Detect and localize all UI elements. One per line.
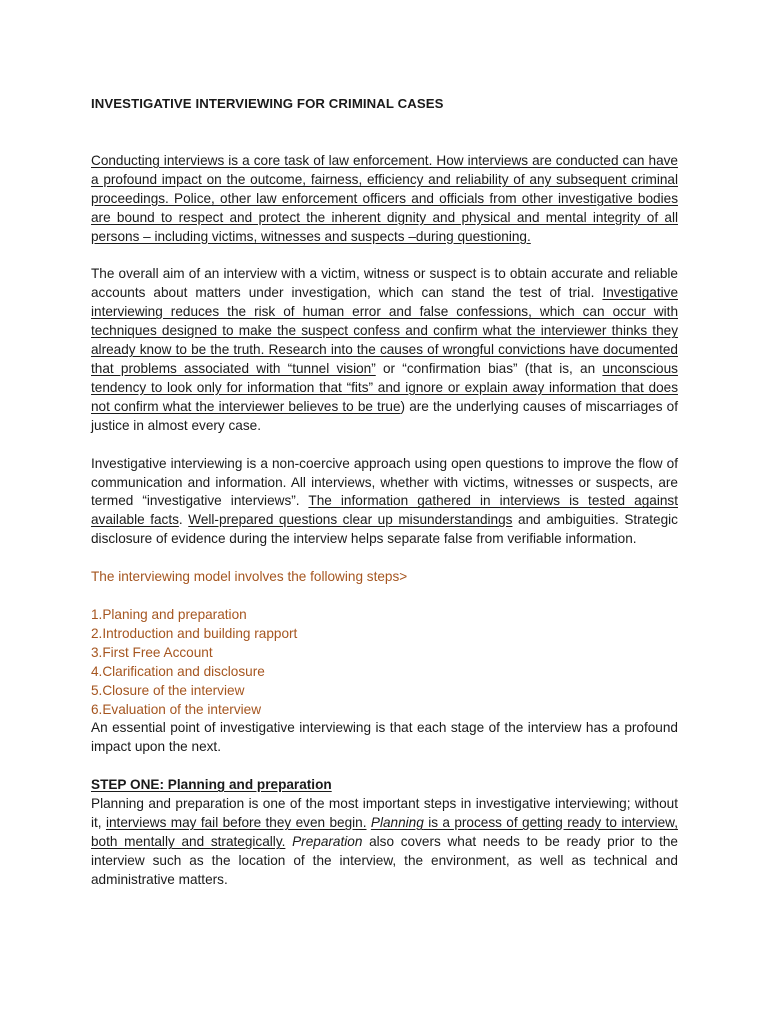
text-span: Investigative interviewing is a non-coercive approach using open questions to improve the flow of communication and information. All interviews, whether with victims, witnesses or suspects, are termed “investigative interviews”. [91,455,678,509]
list-item: 1.Planing and preparation [91,607,247,623]
list-item: 5.Closure of the interview [91,682,245,698]
steps-list [91,606,678,719]
paragraph-step-one [91,795,678,890]
list-item: 2.Introduction and building rapport [91,625,298,641]
underlined-text: Conducting interviews is a core task of law enforcement. How interviews are conducted can have a profound impact on the outcome, fairness, efficiency and reliability of any subsequent criminal proceedings. Police, other law enforcement officers and officials from other investigative bodies are bound to respect and protect the inherent dignity and physical and mental integrity of all persons – including victims, witnesses and suspects –during questioning. [91,152,678,244]
text-span: ) are the underlying causes of miscarriages of justice in almost every case. [91,398,678,433]
underlined-text: interviews may fail before they even begin. [105,815,367,831]
text-span: also covers what needs to be ready prior to the interview such as the location of the interview, the environment, as well as technical and administrative matters. [91,834,678,887]
paragraph-non-coercive [91,455,678,550]
text-span: . [178,512,189,528]
underlined-text: Well-prepared questions clear up misunderstandings [188,512,513,528]
underlined-text: The information gathered in interviews is tested against available facts [91,493,678,528]
italic-text: Preparation [292,834,363,849]
paragraph-intro [91,152,678,247]
document-title: INVESTIGATIVE INTERVIEWING FOR CRIMINAL CASES [91,96,444,111]
text-span: The overall aim of an interview with a victim, witness or suspect is to obtain accurate and reliable accounts about matters under investigation, which can stand the test of trial. [91,266,678,301]
paragraph-essential-point: An essential point of investigative interviewing is that each stage of the interview has a profound impact upon the next. [91,720,678,755]
underlined-text: Investigative interviewing reduces the risk of human error and false confessions, which can occur with techniques designed to make the suspect confess and confirm what the interviewer thinks they already know to be the truth. Research into the causes of wrongful convictions have documented that problems associated with “tunnel vision” [91,285,678,376]
step-one-heading: STEP ONE: Planning and preparation [91,777,332,793]
paragraph-overall-aim [91,265,678,435]
list-item: 3.First Free Account [91,644,213,660]
underlined-text: unconscious tendency to look only for information that “fits” and ignore or explain away information that does not confirm what the interviewer believes to be true [91,360,678,414]
text-span: Planning and preparation is one of the most important steps in investigative interviewing; without it, [91,796,678,831]
text-span: and ambiguities. Strategic disclosure of evidence during the interview helps separate false from verifiable information. [91,512,678,547]
text-span: is a process of getting ready to interview, both mentally and strategically. [91,815,678,849]
model-intro: The interviewing model involves the following steps> [91,569,408,585]
list-item: 4.Clarification and disclosure [91,663,265,679]
list-item: 6.Evaluation of the interview [91,701,262,717]
document-body [91,95,678,890]
italic-text: Planning [370,815,424,831]
text-span: or “confirmation bias” (that is, an [375,360,603,376]
